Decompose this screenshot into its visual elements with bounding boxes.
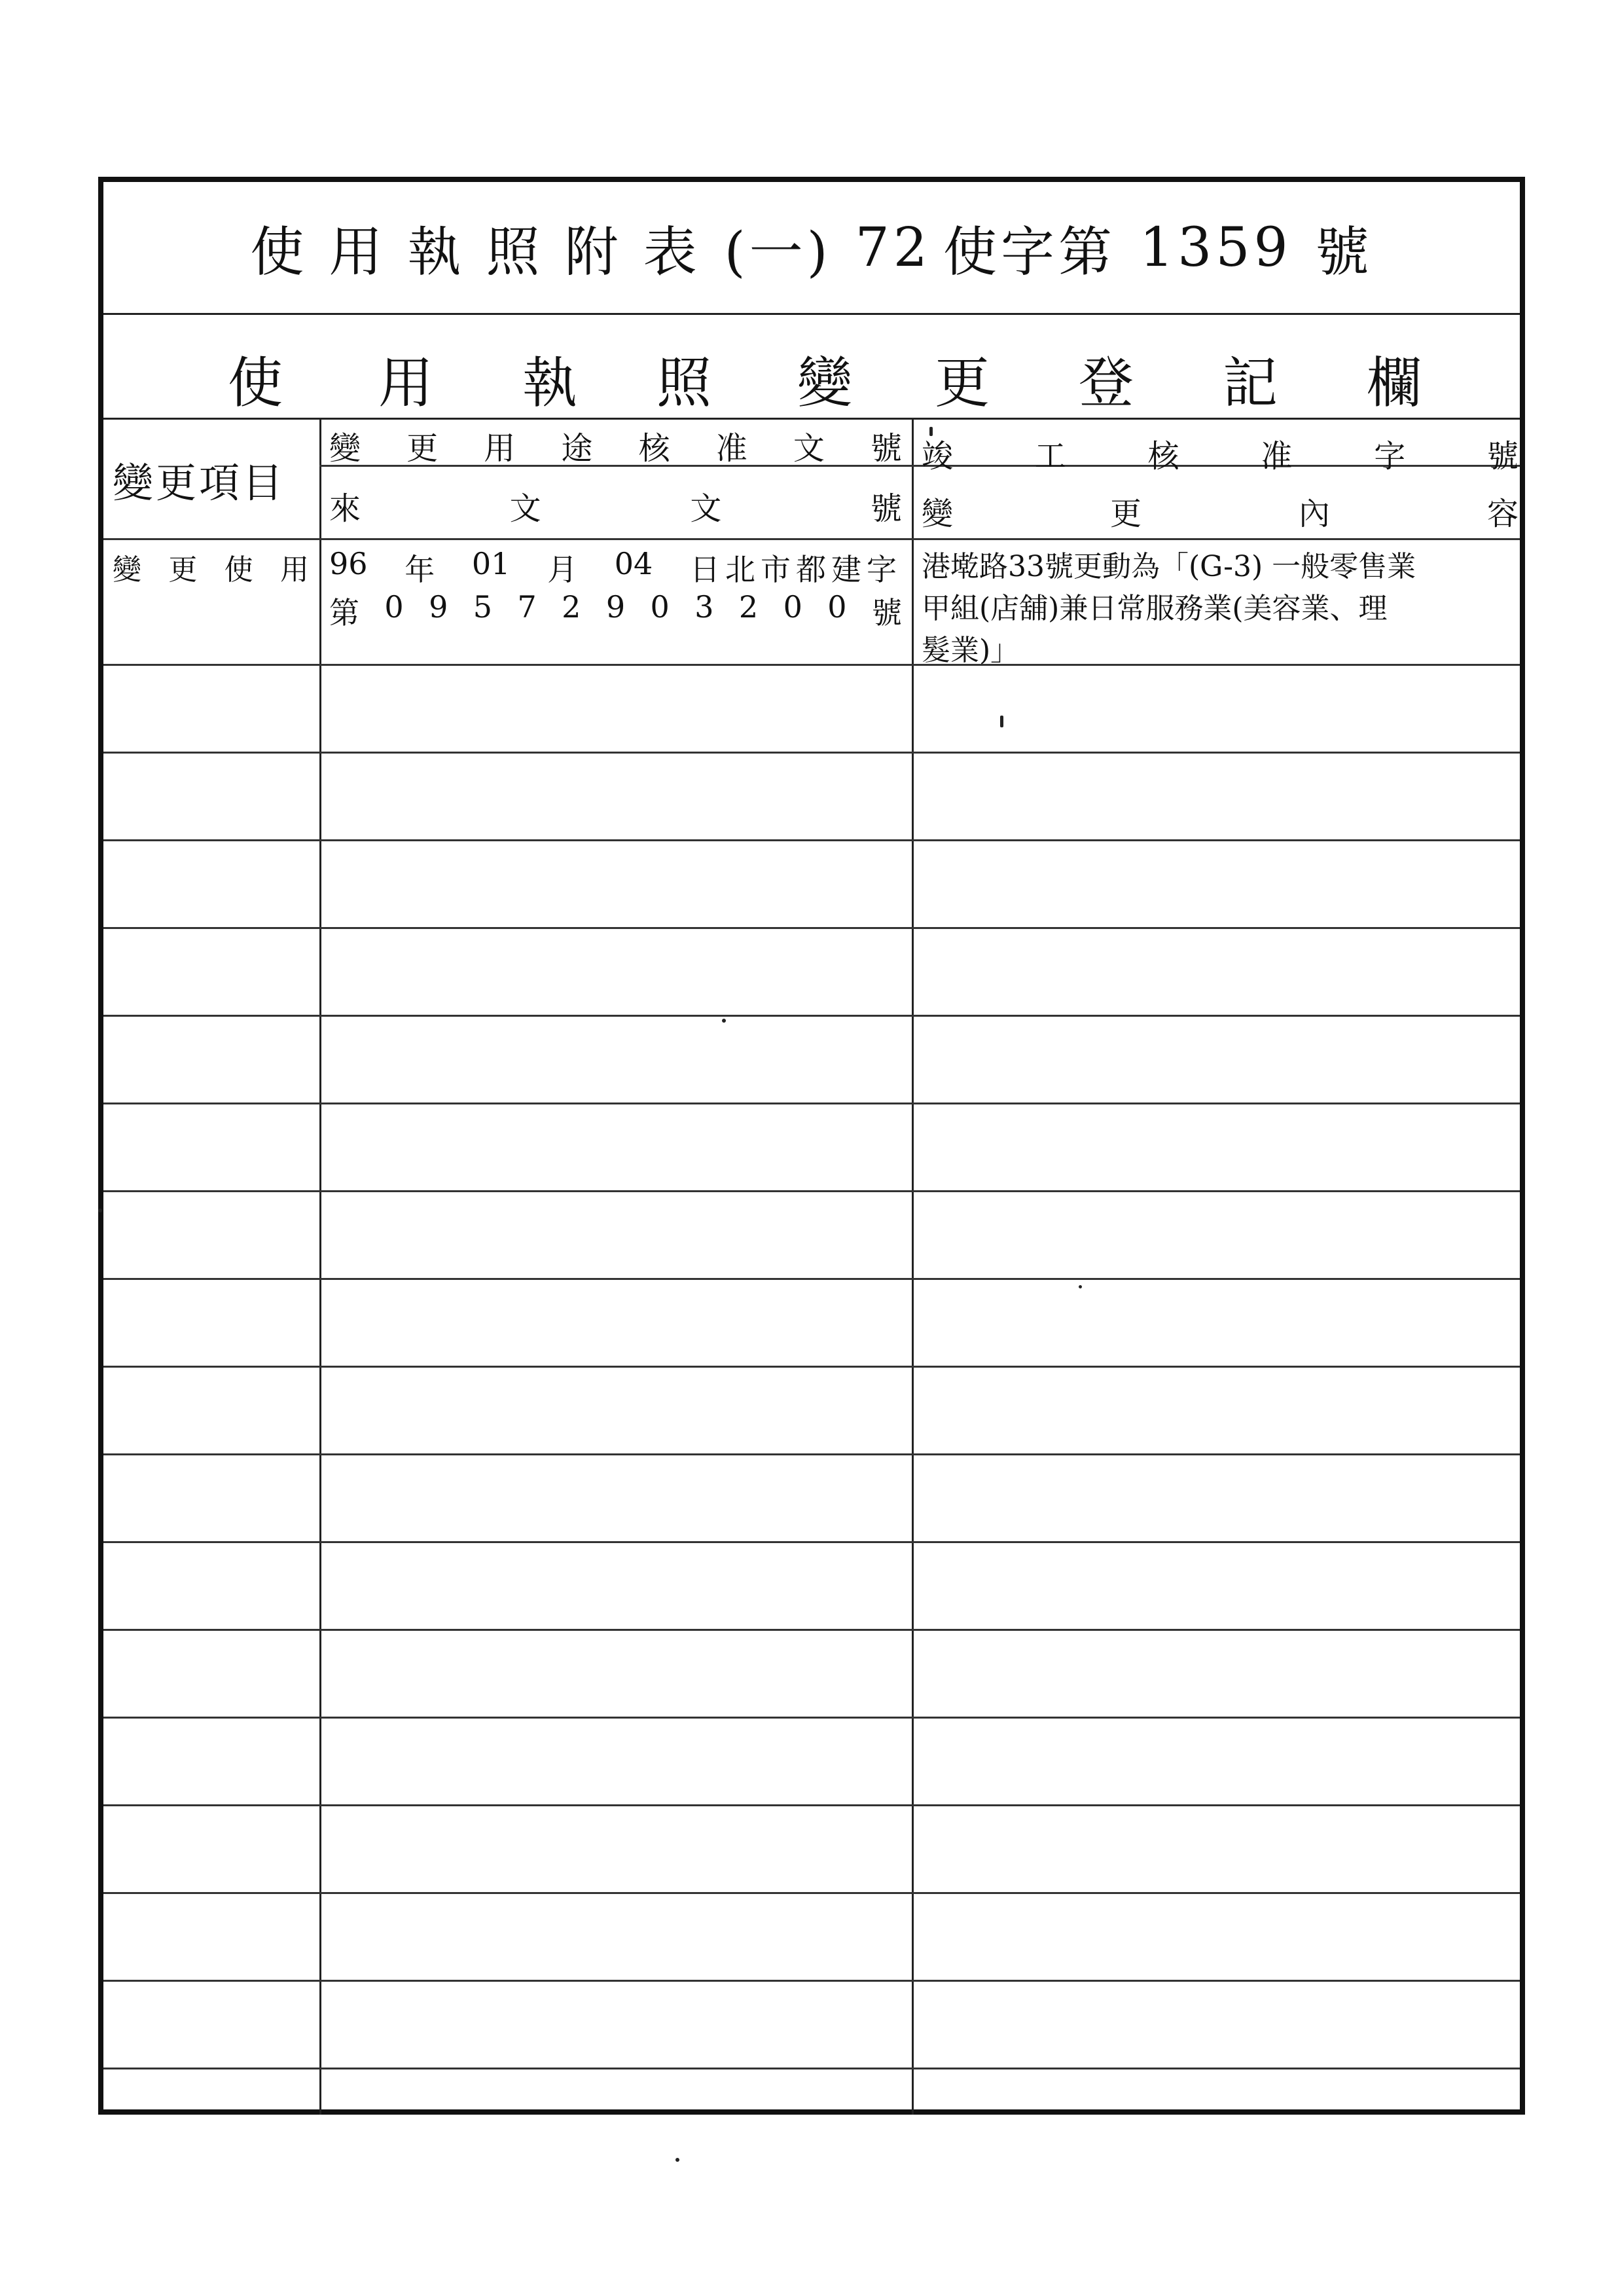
subtitle-char: 更 (935, 351, 990, 415)
doc-token: 96 (329, 546, 368, 581)
content-line: 港墘路33號更動為「(G-3) 一般零售業 (922, 550, 1416, 583)
row-doc-line2 (329, 589, 902, 632)
doc-token: 0 (650, 589, 670, 625)
row-divider (103, 1366, 1520, 1368)
header-incoming-no (329, 483, 902, 528)
doc-token: 01 (471, 546, 511, 581)
header-char: 變 (329, 430, 361, 467)
title-suffix: 號 (1315, 221, 1373, 283)
doc-token: 5 (473, 589, 493, 625)
header-char: 用 (484, 430, 516, 467)
doc-token: 第 (329, 595, 359, 630)
header-change-item: 變更項目 (113, 459, 286, 507)
header-char: 途 (561, 430, 593, 467)
doc-token: 0 (783, 589, 802, 625)
doc-token: 日北市都建字 (690, 552, 902, 587)
header-char: 准 (1261, 438, 1293, 475)
header-char: 字 (1374, 438, 1406, 475)
title-paren: (一) (724, 221, 832, 283)
header-char: 號 (870, 490, 902, 527)
form-frame (98, 177, 1525, 2115)
row-divider (103, 1453, 1520, 1455)
subtitle-char: 記 (1223, 351, 1278, 415)
row-item-char: 變 (113, 553, 141, 587)
header-change-content (922, 488, 1519, 534)
title-number: 72 (855, 216, 931, 279)
header-char: 文 (793, 430, 825, 467)
row-item-char: 更 (168, 553, 198, 587)
row-divider (103, 1980, 1520, 1982)
header-char: 工 (1034, 438, 1066, 475)
row-divider (103, 1278, 1520, 1280)
column-divider (912, 418, 914, 2115)
row-divider (103, 538, 1520, 540)
doc-token: 0 (827, 589, 847, 625)
row-divider (103, 1629, 1520, 1631)
subtitle-char: 欄 (1367, 351, 1422, 415)
header-char: 號 (1486, 438, 1519, 475)
row-divider (103, 1892, 1520, 1894)
doc-token: 04 (614, 546, 653, 581)
row-divider (103, 1015, 1520, 1017)
header-char: 核 (638, 430, 670, 467)
header-char: 文 (690, 490, 722, 527)
title-prefix: 使 用 執 照 附 表 (250, 221, 701, 283)
row-divider (103, 1541, 1520, 1543)
row-item-char: 使 (224, 553, 253, 587)
row-divider (103, 752, 1520, 754)
doc-token: 2 (738, 589, 759, 625)
subtitle-char: 使 (228, 351, 283, 415)
row-change-content (922, 546, 1524, 672)
row-divider (103, 1102, 1520, 1104)
header-char: 核 (1147, 438, 1179, 475)
doc-token: 9 (429, 589, 448, 625)
doc-token: 號 (871, 595, 902, 630)
header-char: 內 (1298, 496, 1330, 532)
ink-speck (675, 2158, 679, 2162)
subtitle-char: 照 (656, 351, 712, 415)
header-char: 號 (870, 430, 902, 467)
subtitle-char: 變 (797, 351, 853, 415)
ink-speck (98, 1209, 102, 1212)
ink-mark (929, 427, 933, 436)
ink-speck (1079, 1285, 1082, 1288)
row-divider (103, 1717, 1520, 1719)
form-subtitle (103, 313, 1520, 420)
doc-token: 9 (605, 589, 626, 625)
header-char: 容 (1486, 496, 1519, 532)
doc-token: 月 (547, 552, 578, 587)
row-divider (103, 2068, 1520, 2069)
title-serial: 1359 (1139, 216, 1292, 279)
doc-token: 2 (562, 589, 581, 625)
doc-token: 7 (517, 589, 537, 625)
column-divider (319, 418, 321, 2115)
header-char: 更 (406, 430, 439, 467)
row-change-item (113, 546, 309, 588)
row-divider (103, 1190, 1520, 1192)
doc-token: 年 (404, 552, 435, 587)
header-char: 文 (509, 490, 541, 527)
header-char: 竣 (922, 438, 954, 475)
form-title (103, 182, 1520, 315)
content-line: 髮業)」 (922, 634, 1020, 667)
doc-token: 3 (694, 589, 714, 625)
row-divider (103, 839, 1520, 841)
header-char: 准 (715, 430, 747, 467)
header-char: 更 (1109, 496, 1142, 532)
subtitle-char: 登 (1079, 351, 1134, 415)
header-completion-no (922, 431, 1519, 476)
registration-table (103, 418, 1520, 2115)
title-word: 使字第 (943, 221, 1116, 283)
doc-token: 0 (384, 589, 404, 625)
content-line: 甲組(店舖)兼日常服務業(美容業、理 (922, 592, 1388, 625)
row-divider (103, 1804, 1520, 1806)
subtitle-char: 執 (522, 351, 578, 415)
header-approval-no (329, 423, 902, 468)
subtitle-char: 用 (378, 351, 434, 415)
header-char: 變 (922, 496, 954, 532)
row-divider (103, 927, 1520, 929)
row-item-char: 用 (279, 553, 309, 587)
ink-mark (1000, 716, 1003, 727)
header-char: 來 (329, 490, 361, 527)
row-doc-line1 (329, 546, 902, 589)
ink-speck (722, 1019, 726, 1023)
